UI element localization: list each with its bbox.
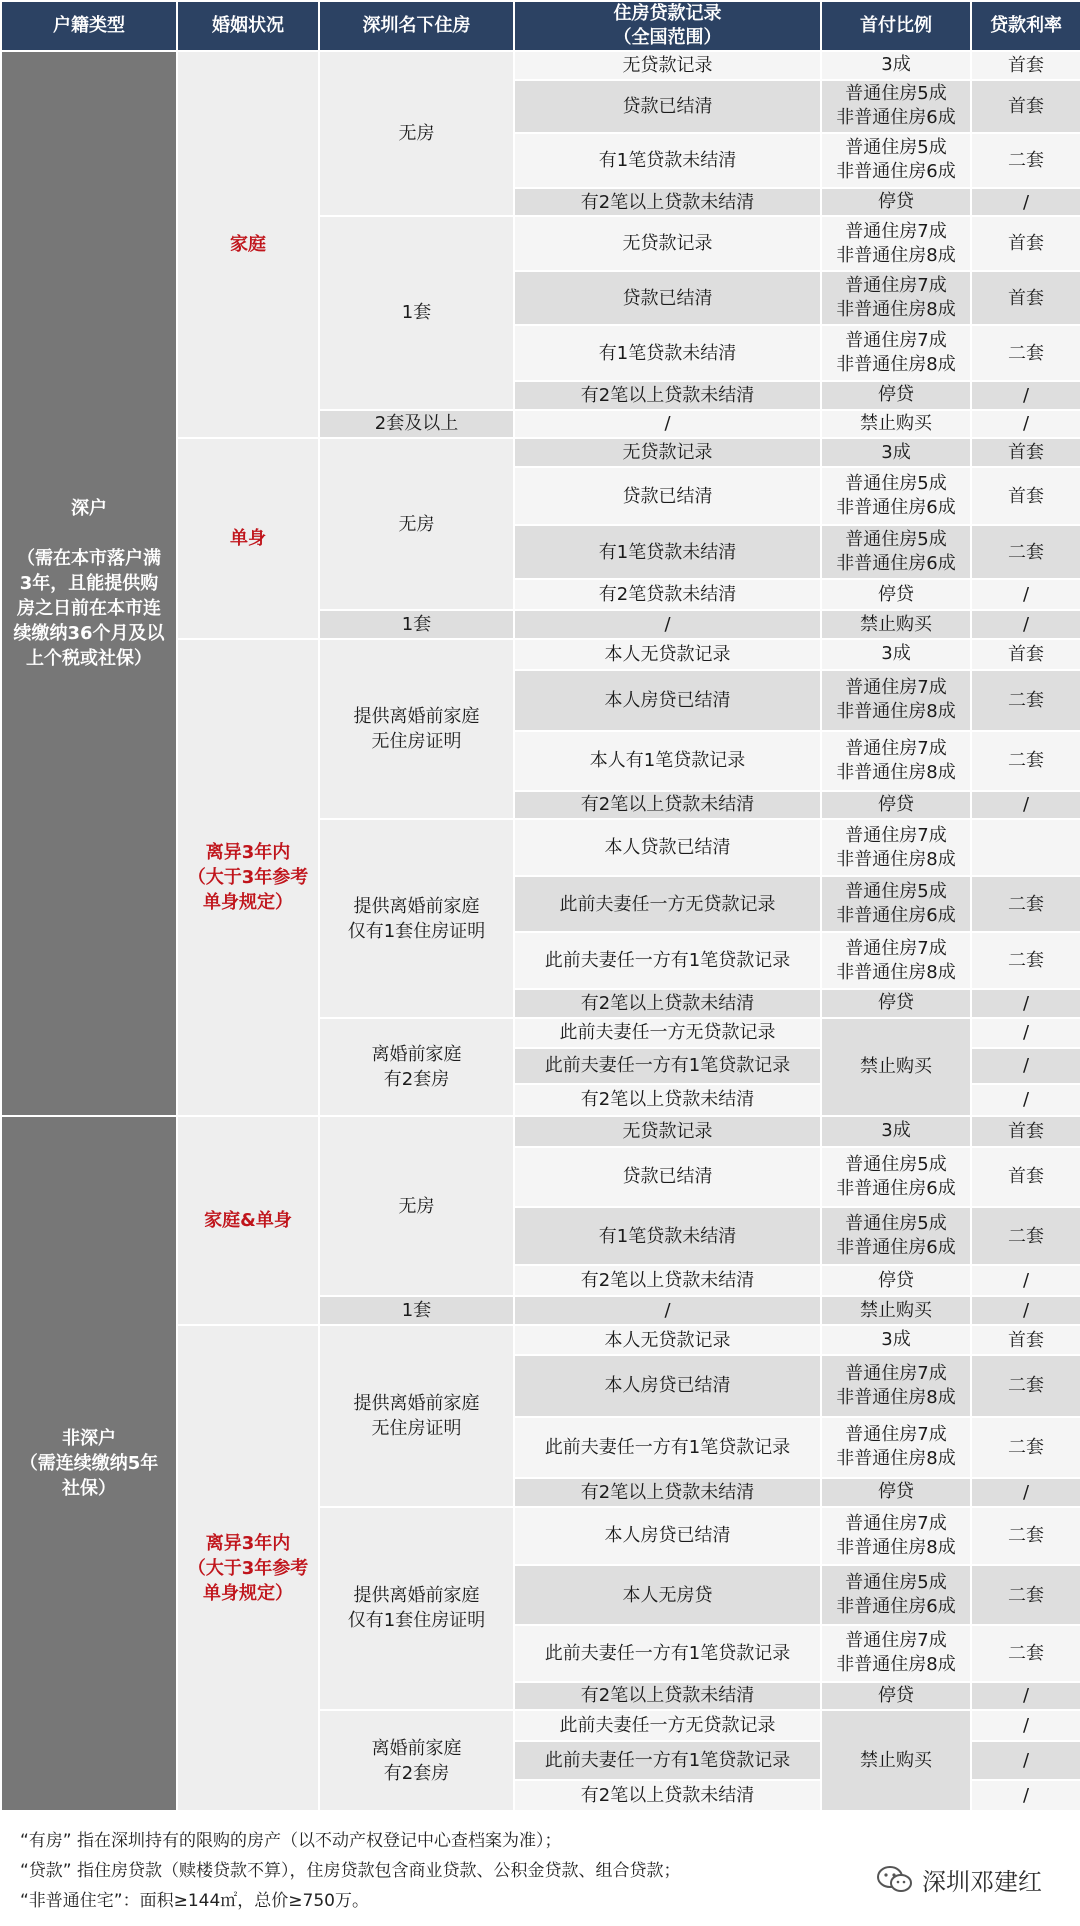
table-row [1, 51, 1080, 80]
owned-cell: 无房 [319, 438, 514, 610]
down-payment-cell: 禁止购买 [821, 1710, 971, 1811]
down-payment-cell: 普通住房7成 非普通住房8成 [821, 271, 971, 325]
record-cell: 贷款已结清 [514, 1147, 821, 1207]
header-cell: 深圳名下住房 [319, 1, 514, 51]
record-cell: / [514, 410, 821, 439]
down-payment-cell: 普通住房5成 非普通住房6成 [821, 133, 971, 187]
record-cell: 本人房贷已结清 [514, 1355, 821, 1417]
record-cell: 有2笔以上贷款未结清 [514, 1265, 821, 1296]
header-cell: 婚姻状况 [177, 1, 319, 51]
table-body [1, 51, 1080, 1811]
down-payment-cell: 停贷 [821, 381, 971, 410]
brand-watermark [876, 1862, 1042, 1897]
record-cell: 有1笔贷款未结清 [514, 325, 821, 381]
down-payment-cell: 禁止购买 [821, 410, 971, 439]
marital-cell: 离异3年内 （大于3年参考单身规定） [177, 639, 319, 1116]
owned-cell: 离婚前家庭 有2套房 [319, 1018, 514, 1116]
down-payment-cell: 禁止购买 [821, 1296, 971, 1325]
hukou-cell: 非深户 （需连续缴纳5年社保） [1, 1116, 177, 1811]
down-payment-cell: 普通住房7成 非普通住房8成 [821, 1507, 971, 1566]
header-cell: 户籍类型 [1, 1, 177, 51]
rate-cell: / [971, 410, 1080, 439]
rate-cell: 首套 [971, 1147, 1080, 1207]
owned-cell: 无房 [319, 51, 514, 216]
record-cell: 贷款已结清 [514, 467, 821, 525]
down-payment-cell: 停贷 [821, 1265, 971, 1296]
record-cell: 有2笔以上贷款未结清 [514, 188, 821, 217]
table-header [1, 1, 1080, 51]
rate-cell: / [971, 791, 1080, 820]
rate-cell: 二套 [971, 1207, 1080, 1266]
brand-name: 深圳邓建红 [922, 1868, 1042, 1896]
down-payment-cell: 禁止购买 [821, 1018, 971, 1116]
record-cell: 无贷款记录 [514, 216, 821, 270]
rate-cell: 首套 [971, 467, 1080, 525]
down-payment-cell: 3成 [821, 1325, 971, 1355]
down-payment-cell: 普通住房5成 非普通住房6成 [821, 1207, 971, 1266]
down-payment-cell: 3成 [821, 1116, 971, 1147]
record-cell: 有1笔贷款未结清 [514, 525, 821, 579]
record-cell: 本人贷款已结清 [514, 819, 821, 876]
owned-cell: 1套 [319, 1296, 514, 1325]
down-payment-cell: 普通住房7成 非普通住房8成 [821, 670, 971, 731]
rate-cell: 二套 [971, 525, 1080, 579]
down-payment-cell: 普通住房5成 非普通住房6成 [821, 467, 971, 525]
down-payment-cell: 3成 [821, 438, 971, 467]
rate-cell: / [971, 1741, 1080, 1779]
record-cell: 有1笔贷款未结清 [514, 1207, 821, 1266]
rate-cell: 首套 [971, 639, 1080, 670]
record-cell: 有2笔贷款未结清 [514, 579, 821, 610]
rate-cell: / [971, 1265, 1080, 1296]
rate-cell: 二套 [971, 731, 1080, 791]
record-cell: 此前夫妻任一方有1笔贷款记录 [514, 1625, 821, 1682]
record-cell: / [514, 610, 821, 639]
record-cell: 本人无房贷 [514, 1565, 821, 1625]
rate-cell: / [971, 381, 1080, 410]
down-payment-cell: 禁止购买 [821, 610, 971, 639]
rate-cell: 二套 [971, 932, 1080, 989]
down-payment-cell: 3成 [821, 51, 971, 80]
record-cell: 本人有1笔贷款记录 [514, 731, 821, 791]
record-cell: 有2笔以上贷款未结清 [514, 791, 821, 820]
owned-cell: 无房 [319, 1116, 514, 1296]
rate-cell: 二套 [971, 1565, 1080, 1625]
rate-cell: 二套 [971, 876, 1080, 933]
down-payment-cell: 停贷 [821, 579, 971, 610]
record-cell: 有2笔以上贷款未结清 [514, 381, 821, 410]
down-payment-cell: 停贷 [821, 1478, 971, 1507]
down-payment-cell: 普通住房7成 非普通住房8成 [821, 731, 971, 791]
down-payment-cell: 普通住房7成 非普通住房8成 [821, 1417, 971, 1478]
record-cell: 无贷款记录 [514, 51, 821, 80]
rate-cell: 首套 [971, 80, 1080, 133]
down-payment-cell: 普通住房5成 非普通住房6成 [821, 876, 971, 933]
rate-cell: / [971, 1478, 1080, 1507]
down-payment-cell: 普通住房5成 非普通住房6成 [821, 525, 971, 579]
marital-cell: 家庭&单身 [177, 1116, 319, 1325]
record-cell: 有2笔以上贷款未结清 [514, 989, 821, 1018]
footnotes [20, 1826, 840, 1916]
rate-cell: / [971, 1780, 1080, 1811]
header-cell: 贷款利率 [971, 1, 1080, 51]
record-cell: 本人无贷款记录 [514, 1325, 821, 1355]
owned-cell: 离婚前家庭 有2套房 [319, 1710, 514, 1811]
table-row [1, 1116, 1080, 1147]
rate-cell: 二套 [971, 670, 1080, 731]
down-payment-cell: 普通住房5成 非普通住房6成 [821, 80, 971, 133]
rate-cell: 二套 [971, 133, 1080, 187]
rate-cell: 首套 [971, 1116, 1080, 1147]
rate-cell: 首套 [971, 1325, 1080, 1355]
header-cell: 首付比例 [821, 1, 971, 51]
down-payment-cell: 停贷 [821, 989, 971, 1018]
owned-cell: 2套及以上 [319, 410, 514, 439]
down-payment-cell: 3成 [821, 639, 971, 670]
record-cell: 此前夫妻任一方有1笔贷款记录 [514, 1417, 821, 1478]
record-cell: 无贷款记录 [514, 438, 821, 467]
owned-cell: 提供离婚前家庭 仅有1套住房证明 [319, 1507, 514, 1711]
footnote-non-ordinary: “非普通住宅”：面积≥144㎡，总价≥750万。 [20, 1891, 369, 1911]
down-payment-cell: 普通住房7成 非普通住房8成 [821, 216, 971, 270]
record-cell: 本人房贷已结清 [514, 1507, 821, 1566]
owned-cell: 提供离婚前家庭 仅有1套住房证明 [319, 819, 514, 1018]
down-payment-cell: 停贷 [821, 188, 971, 217]
record-cell: 有2笔以上贷款未结清 [514, 1478, 821, 1507]
marital-cell: 单身 [177, 438, 319, 639]
down-payment-cell: 普通住房7成 非普通住房8成 [821, 325, 971, 381]
down-payment-cell: 普通住房5成 非普通住房6成 [821, 1147, 971, 1207]
rate-cell: 首套 [971, 51, 1080, 80]
rate-cell: 首套 [971, 271, 1080, 325]
down-payment-cell: 普通住房5成 非普通住房6成 [821, 1565, 971, 1625]
record-cell: / [514, 1296, 821, 1325]
record-cell: 贷款已结清 [514, 271, 821, 325]
record-cell: 此前夫妻任一方无贷款记录 [514, 1710, 821, 1741]
record-cell: 本人无贷款记录 [514, 639, 821, 670]
rate-cell: / [971, 579, 1080, 610]
down-payment-cell: 停贷 [821, 791, 971, 820]
rate-cell: / [971, 989, 1080, 1018]
rate-cell: / [971, 1048, 1080, 1084]
hukou-cell: 深户 （需在本市落户满3年，且能提供购房之日前在本市连续缴纳36个月及以上个税或社保） [1, 51, 177, 1116]
record-cell: 无贷款记录 [514, 1116, 821, 1147]
record-cell: 此前夫妻任一方无贷款记录 [514, 876, 821, 933]
down-payment-cell: 普通住房7成 非普通住房8成 [821, 932, 971, 989]
header-cell: 住房贷款记录 （全国范围） [514, 1, 821, 51]
record-cell: 此前夫妻任一方无贷款记录 [514, 1018, 821, 1048]
down-payment-cell: 普通住房7成 非普通住房8成 [821, 819, 971, 876]
down-payment-cell: 普通住房7成 非普通住房8成 [821, 1625, 971, 1682]
owned-cell: 1套 [319, 610, 514, 639]
rate-cell: 二套 [971, 1507, 1080, 1566]
rate-cell: 首套 [971, 438, 1080, 467]
record-cell: 有2笔以上贷款未结清 [514, 1780, 821, 1811]
rate-cell: / [971, 1682, 1080, 1711]
record-cell: 本人房贷已结清 [514, 670, 821, 731]
record-cell: 有2笔以上贷款未结清 [514, 1682, 821, 1711]
rate-cell: / [971, 1296, 1080, 1325]
owned-cell: 1套 [319, 216, 514, 409]
rate-cell: / [971, 188, 1080, 217]
owned-cell: 提供离婚前家庭 无住房证明 [319, 1325, 514, 1506]
marital-cell: 离异3年内 （大于3年参考单身规定） [177, 1325, 319, 1811]
record-cell: 有1笔贷款未结清 [514, 133, 821, 187]
record-cell: 此前夫妻任一方有1笔贷款记录 [514, 1741, 821, 1779]
footnote-has-house: “有房” 指在深圳持有的限购的房产（以不动产权登记中心查档案为准）； [20, 1831, 562, 1851]
down-payment-cell: 停贷 [821, 1682, 971, 1711]
rate-cell [971, 819, 1080, 876]
rate-cell: / [971, 610, 1080, 639]
wechat-icon [876, 1865, 914, 1895]
record-cell: 此前夫妻任一方有1笔贷款记录 [514, 932, 821, 989]
rate-cell: 二套 [971, 325, 1080, 381]
down-payment-cell: 普通住房7成 非普通住房8成 [821, 1355, 971, 1417]
footnote-loan: “贷款” 指住房贷款（赎楼贷款不算），住房贷款包含商业贷款、公积金贷款、组合贷款； [20, 1861, 681, 1881]
rate-cell: 二套 [971, 1625, 1080, 1682]
rate-cell: 二套 [971, 1355, 1080, 1417]
record-cell: 有2笔以上贷款未结清 [514, 1084, 821, 1116]
rate-cell: 二套 [971, 1417, 1080, 1478]
marital-cell: 家庭 [177, 51, 319, 438]
rate-cell: 首套 [971, 216, 1080, 270]
owned-cell: 提供离婚前家庭 无住房证明 [319, 639, 514, 819]
rate-cell: / [971, 1084, 1080, 1116]
record-cell: 此前夫妻任一方有1笔贷款记录 [514, 1048, 821, 1084]
record-cell: 贷款已结清 [514, 80, 821, 133]
rate-cell: / [971, 1018, 1080, 1048]
rate-cell: / [971, 1710, 1080, 1741]
